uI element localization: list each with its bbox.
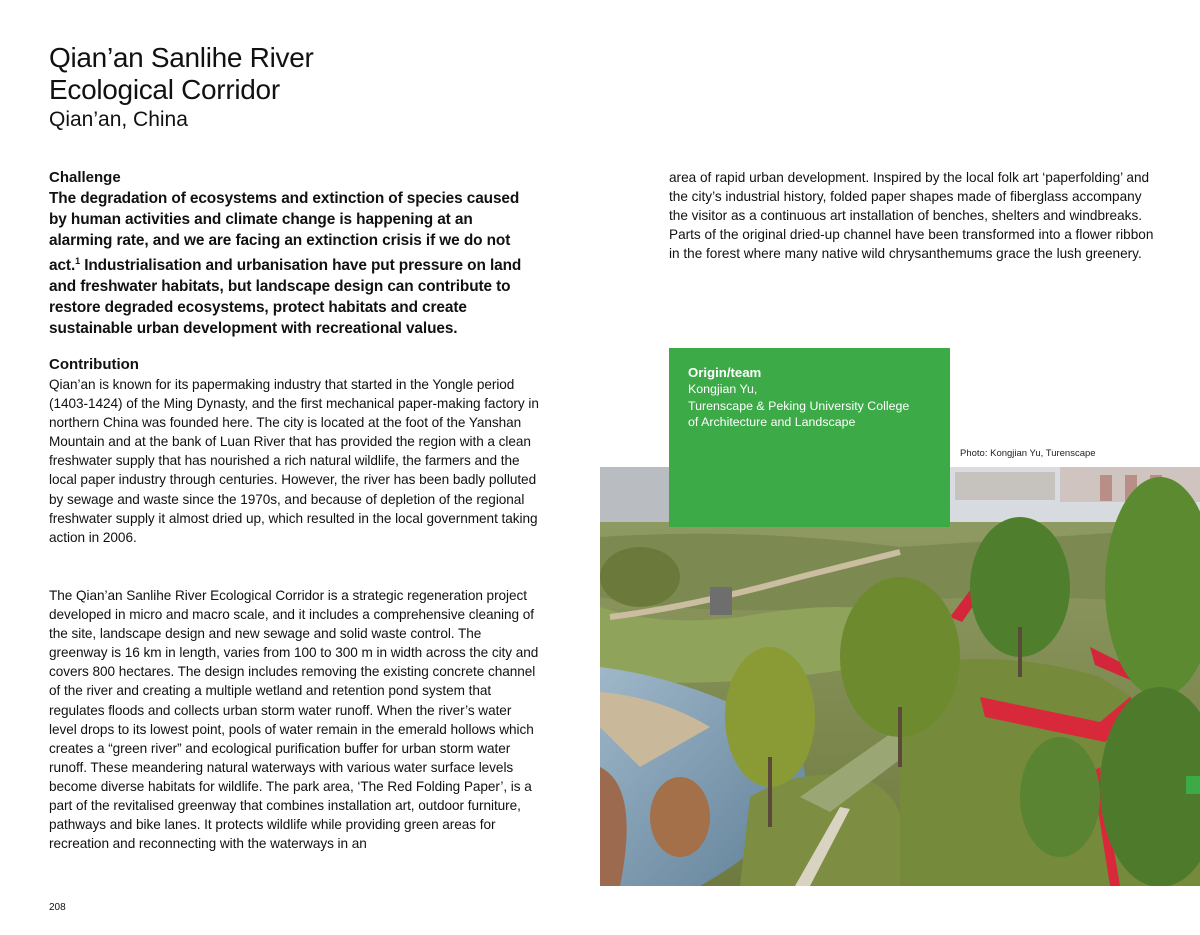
challenge-text <box>49 189 539 340</box>
challenge-text-part1: The degradation of ecosystems and extinction of species caused by human activities and climate change is happening at an alarming rate, and we are facing an extinction crisis if we do not act. <box>49 190 520 275</box>
section-tab-marker <box>1186 776 1200 794</box>
contribution-paragraph-1: Qian’an is known for its papermaking industry that started in the Yongle period (1403-1424) of the Ming Dynasty, and the first mechanical paper-making factory in northern China was founded here. The city is located at the foot of the Yanshan Mountain and at the bank of Luan River that has provided the region with a clean freshwater supply that has nourished a rich natural wildlife, the farmers and the local paper industry through centuries. However, the river has been badly polluted by sewage and waste since the 1970s, and because of depletion of the regional freshwater supply it almost dried up, which resulted in the local government taking action in 2006. <box>49 377 539 545</box>
title-line-1: Qian’an Sanlihe River <box>49 42 314 73</box>
page-title <box>49 42 489 106</box>
challenge-text-part2: Industrialisation and urbanisation have put pressure on land and freshwater habitats, but landscape design can contribute to restore degraded ecosystems, protect habitats and create sustainable urban development with recreational values. <box>49 257 522 337</box>
contribution-continuation: area of rapid urban development. Inspired by the local folk art ‘paperfolding’ and the city’s industrial history, folded paper shapes made of fiberglass accompany the visitor as a continuous art installation of benches, shelters and windbreaks. Parts of the original dried-up channel have been transformed into a flower ribbon in the forest where many native wild chrysanthemums grace the lush greenery. <box>669 170 1154 262</box>
title-line-2: Ecological Corridor <box>49 74 280 105</box>
contribution-paragraph-2: The Qian’an Sanlihe River Ecological Corridor is a strategic regeneration project developed in micro and macro scale, and it includes a comprehensive cleaning of the site, landscape design and new sewage and solid waste control. The greenway is 16 km in length, varies from 100 to 300 m in width across the city and covers 800 hectares. The design includes removing the existing concrete channel of the river and creating a multiple wetland and retention pond system that regulates floods and collects urban storm water runoff. When the river’s water level drops to its lowest point, pools of water remain in the emerald hollows which creates a “green river” and ecological purification buffer for urban storm water runoff. These meandering natural waterways with various water surface levels become diverse habitats for wildlife. The park area, ‘The Red Folding Paper’, is a part of the revitalised greenway that combines installation art, outdoor furniture, pathways and bike lanes. It protects wildlife while providing green areas for recreation and reconnecting with the waterways in an <box>49 588 539 852</box>
challenge-heading: Challenge <box>49 169 121 186</box>
origin-team-box <box>669 348 950 527</box>
contribution-heading: Contribution <box>49 356 139 373</box>
park-photo <box>600 467 1200 886</box>
location-subtitle: Qian’an, China <box>49 108 188 131</box>
origin-team-heading: Origin/team <box>688 365 762 380</box>
origin-team-line-3: of Architecture and Landscape <box>688 415 856 429</box>
photo-credit: Photo: Kongjian Yu, Turenscape <box>960 448 1096 459</box>
footnote-marker[interactable]: 1 <box>75 256 81 267</box>
origin-team-line-1: Kongjian Yu, <box>688 382 758 396</box>
page-number: 208 <box>49 902 66 913</box>
origin-team-line-2: Turenscape & Peking University College <box>688 398 910 413</box>
park-photo-illustration <box>600 467 1200 886</box>
